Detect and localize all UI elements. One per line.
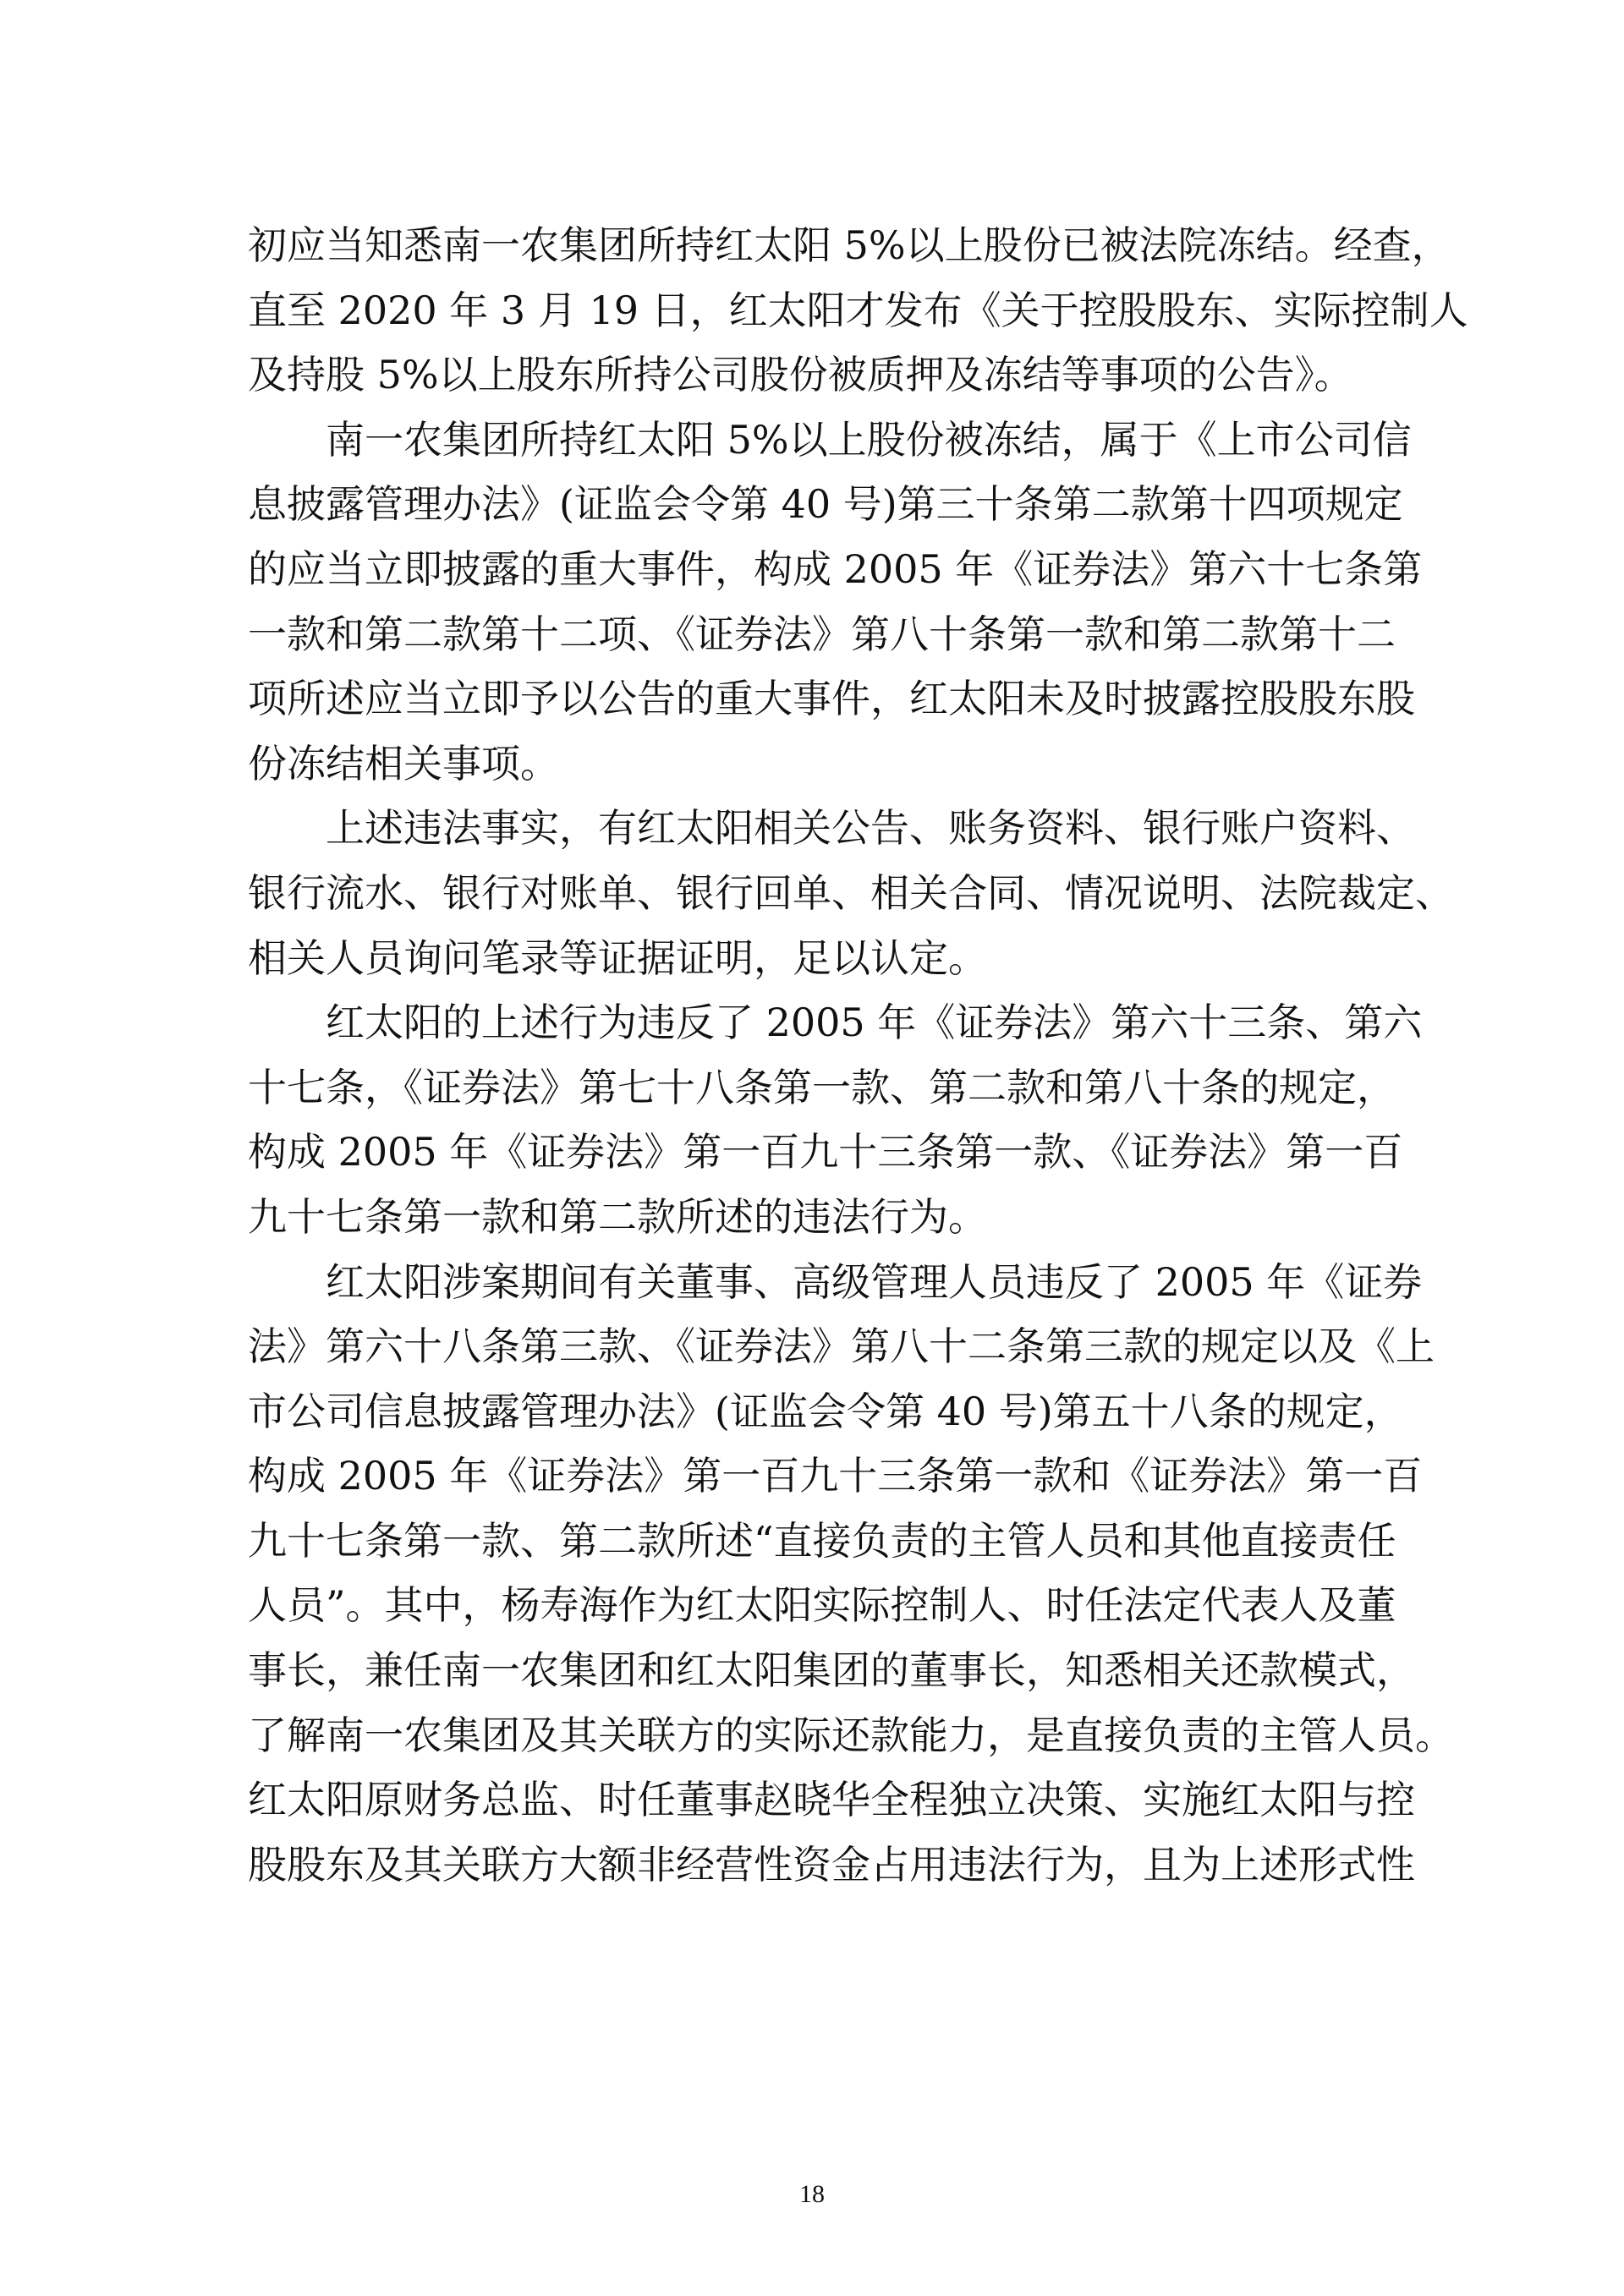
text-line: 项所述应当立即予以公告的重大事件，红太阳未及时披露控股股东股 — [248, 676, 1415, 722]
document-body — [248, 213, 1468, 1897]
text-line: 九十七条第一款和第二款所述的违法行为。 — [248, 1193, 987, 1240]
text-line: 构成 2005 年《证券法》第一百九十三条第一款、《证券法》第一百 — [248, 1129, 1403, 1175]
text-line: 直至 2020 年 3 月 19 日，红太阳才发布《关于控股股东、实际控制人 — [248, 287, 1468, 333]
text-line: 事长，兼任南一农集团和红太阳集团的董事长，知悉相关还款模式， — [248, 1647, 1415, 1694]
text-line: 构成 2005 年《证券法》第一百九十三条第一款和《证券法》第一百 — [248, 1453, 1423, 1499]
text-line: 红太阳的上述行为违反了 2005 年《证券法》第六十三条、第六 — [326, 1000, 1423, 1046]
page-number: 18 — [799, 2180, 825, 2208]
text-line: 初应当知悉南一农集团所持红太阳 5%以上股份已被法院冻结。经查， — [248, 222, 1451, 268]
text-line: 红太阳涉案期间有关董事、高级管理人员违反了 2005 年《证券 — [326, 1258, 1423, 1305]
text-line: 南一农集团所持红太阳 5%以上股份被冻结，属于《上市公司信 — [326, 416, 1412, 463]
text-line: 一款和第二款第十二项、《证券法》第八十条第一款和第二款第十二 — [248, 611, 1396, 657]
text-line: 了解南一农集团及其关联方的实际还款能力，是直接负责的主管人员。 — [248, 1712, 1454, 1758]
text-line: 法》第六十八条第三款、《证券法》第八十二条第三款的规定以及《上 — [248, 1323, 1435, 1370]
text-line: 的应当立即披露的重大事件，构成 2005 年《证券法》第六十七条第 — [248, 545, 1423, 592]
text-line: 红太阳原财务总监、时任董事赵晓华全程独立决策、实施红太阳与控 — [248, 1777, 1415, 1823]
paragraph — [248, 796, 1454, 990]
text-line: 及持股 5%以上股东所持公司股份被质押及冻结等事项的公告》。 — [248, 352, 1353, 398]
text-line: 息披露管理办法》(证监会令第 40 号)第三十条第二款第十四项规定 — [248, 481, 1403, 528]
text-line: 份冻结相关事项。 — [248, 740, 559, 786]
text-line: 相关人员询问笔录等证据证明，足以认定。 — [248, 934, 987, 981]
text-line: 十七条，《证券法》第七十八条第一款、第二款和第八十条的规定， — [248, 1064, 1396, 1110]
text-line: 人员”。其中，杨寿海作为红太阳实际控制人、时任法定代表人及董 — [248, 1582, 1396, 1629]
text-line: 银行流水、银行对账单、银行回单、相关合同、情况说明、法院裁定、 — [248, 869, 1454, 916]
paragraph — [248, 213, 1468, 408]
text-line: 股股东及其关联方大额非经营性资金占用违法行为，且为上述形式性 — [248, 1841, 1415, 1888]
text-line: 市公司信息披露管理办法》(证监会令第 40 号)第五十八条的规定， — [248, 1388, 1403, 1434]
text-line: 九十七条第一款、第二款所述“直接负责的主管人员和其他直接责任 — [248, 1517, 1396, 1564]
text-line: 上述违法事实，有红太阳相关公告、账务资料、银行账户资料、 — [326, 805, 1415, 852]
paragraph — [248, 990, 1423, 1249]
paragraph — [248, 408, 1423, 797]
paragraph — [248, 1250, 1454, 1898]
